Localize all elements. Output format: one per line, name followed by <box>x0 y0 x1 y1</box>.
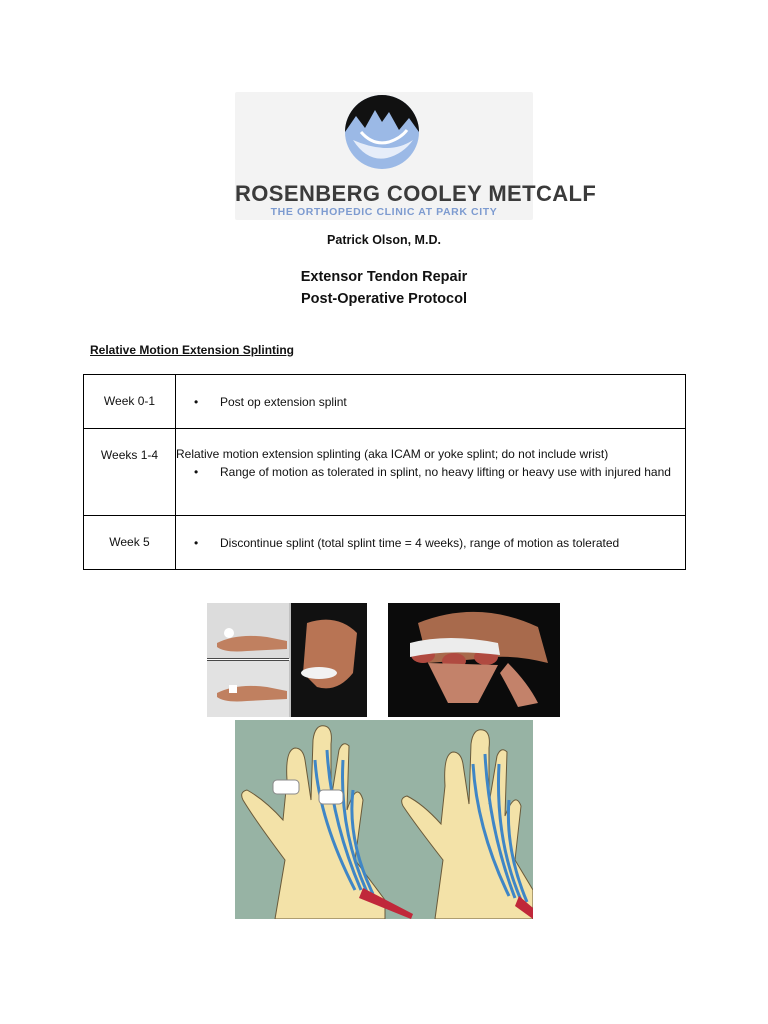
tendon-illustration <box>235 720 533 919</box>
clinic-name: ROSENBERG COOLEY METCALF <box>235 181 597 206</box>
table-row <box>84 429 686 516</box>
bullet-icon: • <box>194 465 199 479</box>
yoke-splint-photo-art <box>388 603 560 717</box>
hand-tendon-drawing <box>235 720 533 919</box>
title-line-2: Post-Operative Protocol <box>301 291 467 307</box>
section-heading: Relative Motion Extension Splinting <box>90 343 295 357</box>
list-item <box>176 463 685 481</box>
description-cell <box>176 375 686 429</box>
document-title <box>0 266 768 310</box>
splint-photo-panels <box>207 603 367 717</box>
week-cell <box>84 429 176 516</box>
description-cell <box>176 429 686 516</box>
clinic-logo <box>235 92 597 220</box>
bullet-text: Discontinue splint (total splint time = 4 weeks), range of motion as tolerated <box>220 536 620 550</box>
list-item <box>176 516 685 552</box>
week-cell <box>84 516 176 570</box>
week-label: Week 0-1 <box>103 394 156 408</box>
list-item <box>176 375 685 411</box>
bullet-icon: • <box>194 395 199 409</box>
table-row <box>84 375 686 429</box>
table-row <box>84 516 686 570</box>
bullet-text: Range of motion as tolerated in splint, no heavy lifting or heavy use with injured hand <box>220 465 671 479</box>
week-cell <box>84 375 176 429</box>
bullet-text: Post op extension splint <box>220 395 347 409</box>
author-name: Patrick Olson, M.D. <box>327 233 441 247</box>
protocol-table <box>83 374 686 570</box>
bullet-icon: • <box>194 536 199 550</box>
mountain-hands-logo-icon <box>343 92 421 172</box>
splint-photo-collage <box>207 603 367 717</box>
row-intro-text: Relative motion extension splinting (aka ICAM or yoke splint; do not include wrist) <box>176 447 609 461</box>
clinic-tagline: THE ORTHOPEDIC CLINIC AT PARK CITY <box>270 206 498 218</box>
week-label: Week 5 <box>109 535 150 549</box>
title-line-1: Extensor Tendon Repair <box>300 269 468 285</box>
yoke-splint-photo <box>388 603 560 717</box>
description-cell <box>176 516 686 570</box>
week-label: Weeks 1-4 <box>100 448 159 462</box>
